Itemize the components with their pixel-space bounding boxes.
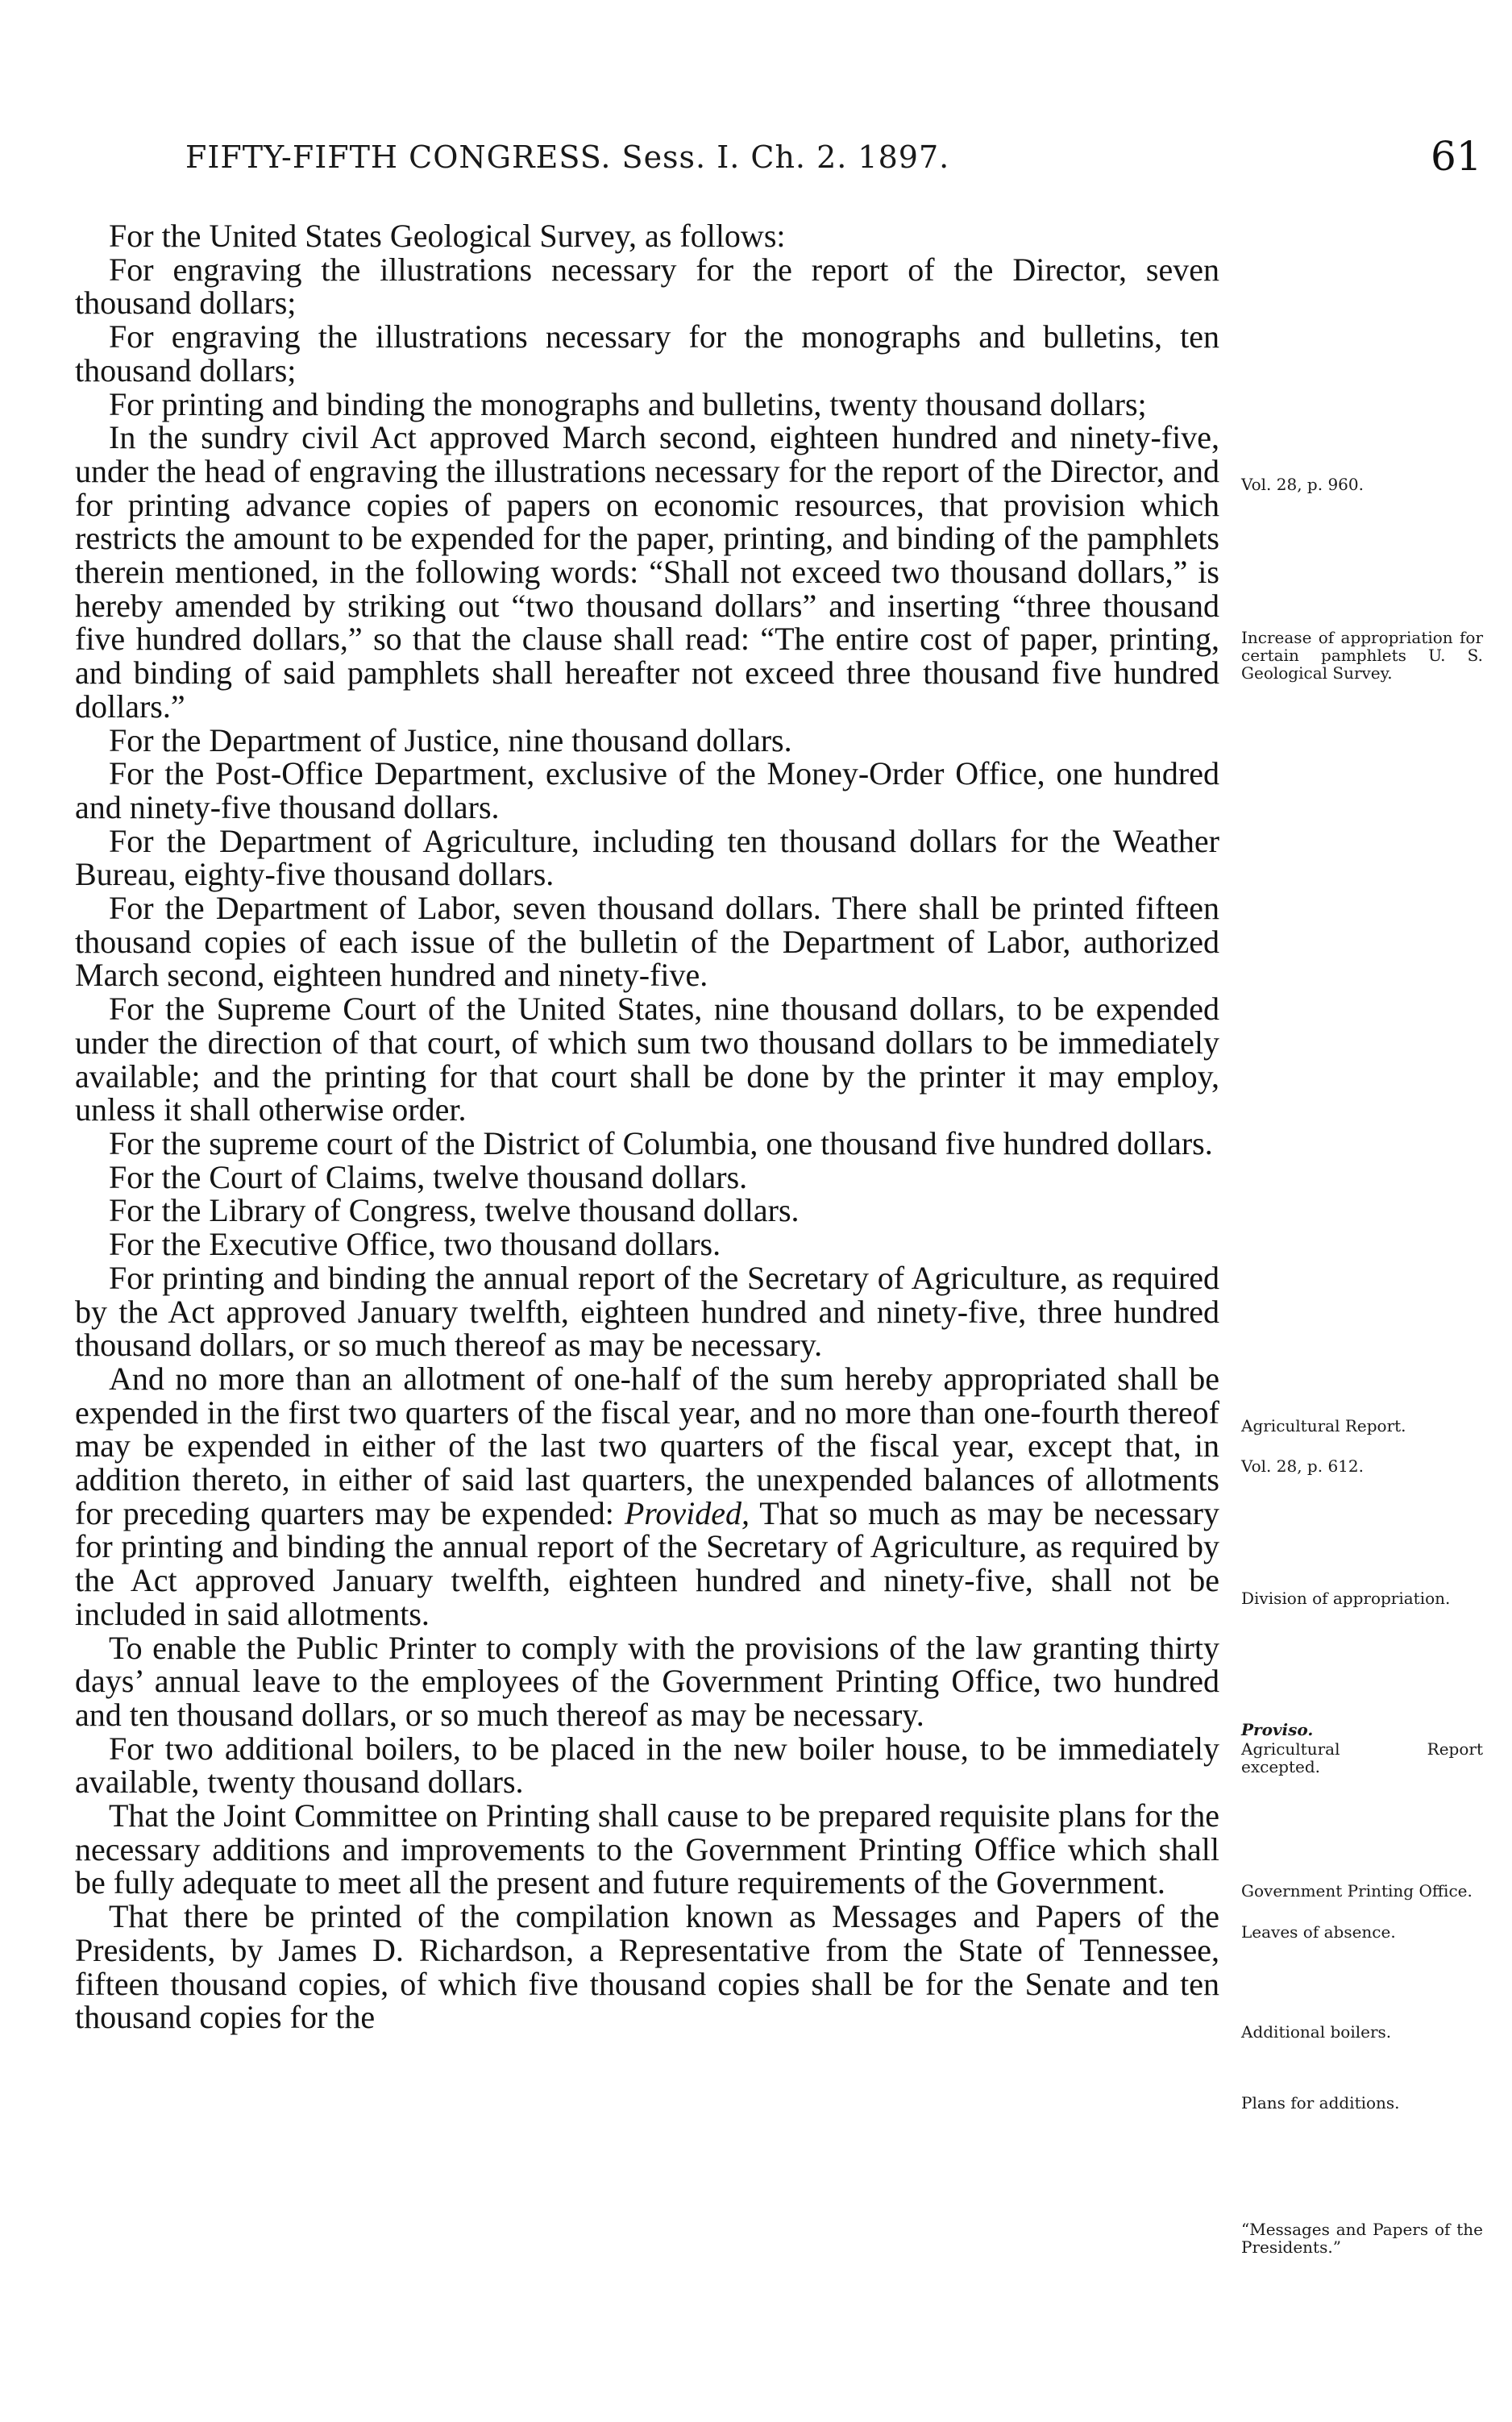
paragraph-supreme-court: For the Supreme Court of the United States, nine thousand dollars, to be expended under the direction of that court, of which sum two thousand dollars to be immediately available; and the printing for that court shall be done by the printer it may employ, unless it shall otherwise order. (75, 991, 1219, 1128)
paragraph-court-of-claims: For the Court of Claims, twelve thousand dollars. (109, 1158, 748, 1195)
paragraph-department-justice: For the Department of Justice, nine thousand dollars. (109, 721, 792, 758)
margin-note-messages-and-papers: “Messages and Papers of the Presidents.” (1241, 2220, 1483, 2257)
paragraph-engraving-director: For engraving the illustrations necessary for the report of the Director, seven thousand dollars; (75, 251, 1219, 322)
paragraph-post-office: For the Post-Office Department, exclusive of the Money-Order Office, one hundred and ninety-five thousand dollars. (75, 755, 1219, 825)
margin-note-agricultural-report: Agricultural Report. (1241, 1416, 1406, 1435)
allotment-text-before: And no more than an allotment of one-half of the sum hereby appropriated shall be expended in the first two quarters of the fiscal year, and no more than one-fourth thereof may be expended in either of the last two quarters of the fiscal year, except that, in addition thereto, in either of said last quarters, the unexpended balances of allotments for preceding quarters may be expended: (75, 1360, 1219, 1531)
margin-note-increase-pamphlets: Increase of appropriation for certain pamphlets U. S. Geological Survey. (1241, 628, 1483, 683)
paragraph-joint-committee: That the Joint Committee on Printing shall cause to be prepared requisite plans for the necessary additions and improvements to the Government Printing Office which shall be fully adequate to meet all the present and future requirements of the Government. (75, 1797, 1219, 1901)
paragraph-engraving-monographs: For engraving the illustrations necessary for the monographs and bulletins, ten thousand dollars; (75, 318, 1219, 388)
margin-note-plans-for-additions: Plans for additions. (1241, 2093, 1400, 2112)
paragraph-printing-monographs: For printing and binding the monographs and bulletins, twenty thousand dollars; (109, 385, 1147, 422)
page-number: 61 (1431, 133, 1482, 180)
paragraph-messages-papers: That there be printed of the compilation known as Messages and Papers of the Presidents, by James D. Richardson, a Representative from the State of Tennessee, fifteen thousand copies, of which five thousand copies shall be for the Senate and ten thousand copies for the (75, 1898, 1219, 2036)
paragraph-public-printer: To enable the Public Printer to comply with the provisions of the law granting thirty days’ annual leave to the employees of the Government Printing Office, two hundred and ten thousand dollars, or so much thereof as may be necessary. (75, 1629, 1219, 1733)
paragraph-department-labor: For the Department of Labor, seven thousand dollars. There shall be printed fifteen thousand copies of each issue of the bulletin of the Department of Labor, authorized March second, eighteen hundred and ninety-five. (75, 890, 1219, 994)
margin-note-leaves-of-absence: Leaves of absence. (1241, 1922, 1396, 1942)
paragraph-department-agriculture: For the Department of Agriculture, including ten thousand dollars for the Weather Bureau, eighty-five thousand dollars. (75, 822, 1219, 893)
paragraph-sundry-civil-act: In the sundry civil Act approved March second, eighteen hundred and ninety-five, under the head of engraving the illustrations necessary for the report of the Director, and for printing advance copies of papers on economic resources, that provision which restricts the amount to be expended for the paper, printing, and binding of the pamphlets therein mentioned, in the following words: “Shall not exceed two thousand dollars,” is hereby amended by striking out “two thousand dollars” and inserting “three thousand five hundred dollars,” so that the clause shall read: “The entire cost of paper, printing, and binding of said pamphlets shall hereafter not exceed three thousand five hundred dollars.” (75, 419, 1219, 725)
margin-note-vol-28-p-612: Vol. 28, p. 612. (1241, 1456, 1364, 1476)
margin-note-division-appropriation: Division of appropriation. (1241, 1589, 1451, 1608)
paragraph-geological-survey: For the United States Geological Survey, as follows: (109, 218, 786, 254)
margin-note-agricultural-report-excepted: Agricultural Report excepted. (1241, 1739, 1483, 1776)
paragraph-additional-boilers: For two additional boilers, to be placed in the new boiler house, to be immediately available, twenty thousand dollars. (75, 1730, 1219, 1801)
margin-note-additional-boilers: Additional boilers. (1241, 2022, 1392, 2042)
paragraph-dc-supreme-court: For the supreme court of the District of Columbia, one thousand five hundred dollars. (109, 1124, 1213, 1161)
margin-note-government-printing-office: Government Printing Office. (1241, 1881, 1473, 1901)
paragraph-library-congress: For the Library of Congress, twelve thousand dollars. (109, 1192, 800, 1229)
running-head-text: FIFTY-FIFTH CONGRESS. Sess. I. Ch. 2. 1897. (185, 139, 950, 175)
paragraph-agricultural-report: For printing and binding the annual report of the Secretary of Agriculture, as required by the Act approved January twelfth, eighteen hundred and ninety-five, three hundred thousand dollars, or so much thereof as may be necessary. (75, 1259, 1219, 1364)
proviso-word: Provided, (624, 1494, 750, 1531)
margin-note-proviso: Proviso. (1241, 1720, 1314, 1739)
margin-note-vol-28-p-960: Vol. 28, p. 960. (1241, 475, 1364, 494)
paragraph-executive-office: For the Executive Office, two thousand dollars. (109, 1226, 721, 1263)
allotment-text-after: That so much as may be necessary for printing and binding the annual report of the Secretary of Agriculture, as required by the Act approved January twelfth, eighteen hundred and ninety-five, shall not be included in said allotments. (75, 1494, 1220, 1632)
